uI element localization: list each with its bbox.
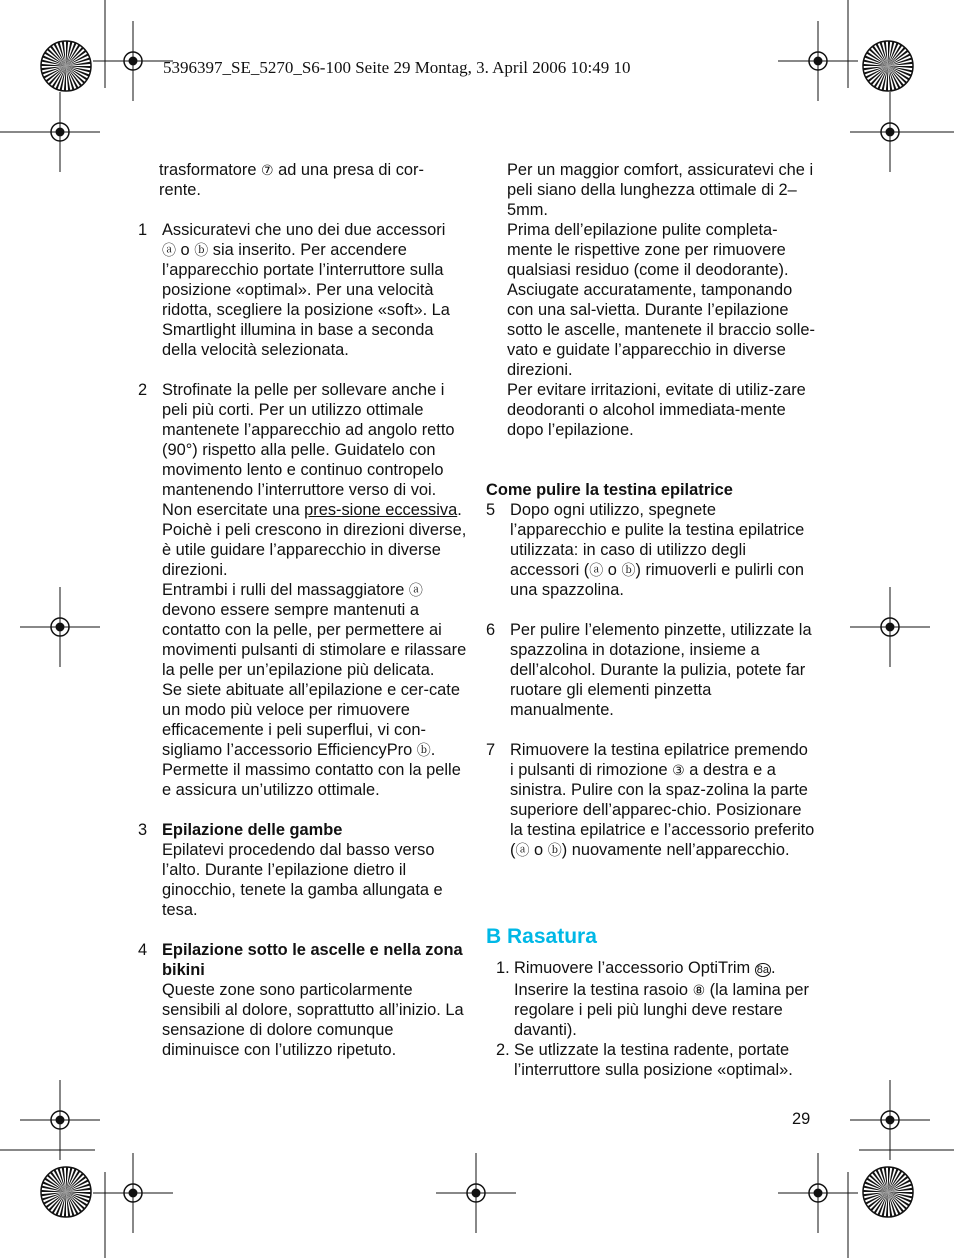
crosshair-mark (850, 1080, 930, 1160)
intro-text: ad una presa di cor- (273, 161, 424, 179)
item-text: sia inserito. Per accendere l’apparecchio portate l’interruttore sulla posizione «optimal». Per una velocità ridotta, scegliere la posizione «soft». La Smartlight illumina in base a seconda della velocità selezionata. (162, 241, 450, 359)
ordered-step-2 (486, 1040, 816, 1080)
list-item-1 (138, 220, 468, 360)
list-item-6 (486, 620, 816, 720)
item-text: . (457, 501, 462, 519)
item-text: o (603, 561, 622, 579)
crosshair-mark (778, 21, 858, 101)
item-number: 2 (138, 381, 148, 399)
list-item-5 (486, 500, 816, 600)
intro-text: trasformatore (159, 161, 262, 179)
list-item-3 (138, 820, 468, 920)
crosshair-mark (850, 92, 930, 172)
ref-marker: ⓑ (416, 742, 431, 758)
item-text: a destra e a sinistra. Pulire con la spaz-zolina la parte superiore dell’apparec-chio. Posizionare la testina epilatrice e l’accessorio preferito ( (510, 761, 815, 859)
right-paragraph: Per un maggior comfort, assicuratevi che i peli siano della lunghezza ottimale di 2–5mm. (507, 161, 814, 219)
step-text: Se utlizzate la testina radente, portate l’interruttore sulla posizione «optimal». (514, 1041, 793, 1079)
crosshair-mark (93, 1153, 173, 1233)
starburst-mark (41, 1167, 91, 1217)
item-text: devono essere sempre mantenuti a contatto con la pelle, per permettere ai movimenti pulsanti di stimolare e rilassare la pelle per un’epilazione più delicata. (162, 601, 467, 679)
ref-marker: ⓐ (515, 842, 530, 858)
item-text: Rimuovere la testina epilatrice premendo i pulsanti di rimozione (510, 741, 808, 779)
item-paragraph: Poichè i peli crescono in direzioni diverse, è utile guidare l’apparecchio in diverse direzioni. (162, 521, 467, 579)
crosshair-mark (20, 587, 100, 667)
page-number: 29 (792, 1110, 811, 1128)
step-text: (la lamina per regolare i peli più lunghi deve restare davanti). (514, 981, 809, 1039)
crosshair-mark (20, 92, 100, 172)
item-text: Se siete abituate all’epilazione e cer-cate un modo più veloce per rimuovere efficacemente i peli superflui, vi con-sigliamo l’accessorio EfficiencyPro (162, 681, 460, 759)
list-item-4 (138, 940, 468, 1060)
crosshair-mark (93, 21, 173, 101)
intro-text: rente. (159, 181, 201, 199)
ordered-step-1 (486, 958, 816, 1040)
item-paragraph (162, 580, 468, 680)
step-text: Rimuovere l’accessorio OptiTrim (514, 959, 755, 977)
item-number: 5 (486, 501, 496, 519)
step-number: 2. (496, 1041, 510, 1059)
item-paragraph: Epilatevi procedendo dal basso verso l’alto. Durante l’epilazione dietro il ginocchio, tenete la gamba allungata e tesa. (162, 841, 443, 919)
starburst-mark (863, 41, 913, 91)
ref-marker: ③ (672, 762, 685, 778)
item-text: o (176, 241, 195, 259)
right-paragraph: Prima dell’epilazione pulite completa-mente le rispettive zone per rimuovere qualsiasi residuo (come il deodorante). Asciugate accuratamente, tamponando con una sal-vietta. Durante l’epilazione sotto le ascelle, mantenete il braccio solle-vato e guidate l’apparecchio in diverse direzioni. (507, 221, 815, 379)
ref-marker: ⓐ (408, 582, 423, 598)
item-text: o (529, 841, 548, 859)
print-header: 5396397_SE_5270_S6-100 Seite 29 Montag, 3. April 2006 10:49 10 (163, 58, 631, 77)
item-heading: Epilazione sotto le ascelle e nella zona bikini (162, 941, 463, 979)
intro-paragraph (138, 160, 468, 200)
item-text: Per pulire l’elemento pinzette, utilizzate la spazzolina in dotazione, insieme a dell’alcohol. Durante la pulizia, potete far ruotare gli elementi pinzetta manualmente. (510, 621, 812, 719)
right-paragraph: Per evitare irritazioni, evitate di utiliz-zare deodoranti o alcohol immediata-mente dopo l’epilazione. (507, 381, 806, 439)
list-item-7 (486, 740, 816, 860)
item-number: 7 (486, 741, 496, 759)
ref-marker: ⓐ (162, 242, 176, 258)
underlined-warning: pres-sione eccessiva (304, 501, 458, 519)
item-text: ) nuovamente nell’apparecchio. (561, 841, 790, 859)
item-number: 3 (138, 821, 148, 839)
crosshair-mark (850, 587, 930, 667)
ref-marker: ⑦ (261, 162, 274, 178)
left-column (138, 160, 468, 1060)
item-text: Entrambi i rulli del massaggiatore (162, 581, 409, 599)
item-paragraph (162, 680, 468, 800)
ref-marker: ⓑ (194, 242, 209, 258)
section-title-b: B Rasatura (486, 925, 597, 948)
ref-marker: ⓐ (589, 562, 604, 578)
crosshair-mark (778, 1153, 858, 1233)
ref-marker: ⓑ (547, 842, 562, 858)
item-number: 6 (486, 621, 496, 639)
step-number: 1. (496, 959, 510, 977)
step-text: . Inserire la testina rasoio (514, 959, 776, 999)
item-text: Strofinate la pelle per sollevare anche i peli più corti. Per un utilizzo ottimale mantenete l’apparecchio ad angolo retto (90°) rispetto alla pelle. Guidatelo con movimento lento e continuo contropelo mantenendo l’interruttore verso di voi. Non esercitate una (162, 381, 455, 519)
starburst-mark (41, 41, 91, 91)
ref-marker: ⓑ (621, 562, 636, 578)
item-paragraph: Queste zone sono particolarmente sensibili al dolore, soprattutto all’inizio. La sensazione di dolore comunque diminuisce con l’utilizzo ripetuto. (162, 981, 464, 1059)
item-number: 4 (138, 941, 148, 959)
crosshair-mark (20, 1080, 100, 1160)
item-number: 1 (138, 221, 148, 239)
ref-marker: 8a (756, 964, 770, 976)
item-text: . Permette il massimo contatto con la pelle e assicura un’utilizzo ottimale. (162, 741, 461, 799)
item-text: Assicuratevi che uno dei due accessori (162, 221, 446, 239)
item-text: ) rimuoverli e pulirli con una spazzolina. (510, 561, 804, 599)
ref-marker: ⑧ (692, 982, 706, 998)
cleaning-heading: Come pulire la testina epilatrice (486, 481, 733, 499)
list-item-2 (138, 380, 468, 800)
item-heading: Epilazione delle gambe (162, 821, 343, 839)
crosshair-mark (436, 1153, 516, 1233)
item-text: Dopo ogni utilizzo, spegnete l’apparecchio e pulite la testina epilatrice utilizzata: in caso di utilizzo degli accessori ( (510, 501, 805, 579)
starburst-mark (863, 1167, 913, 1217)
right-column (486, 160, 816, 1080)
